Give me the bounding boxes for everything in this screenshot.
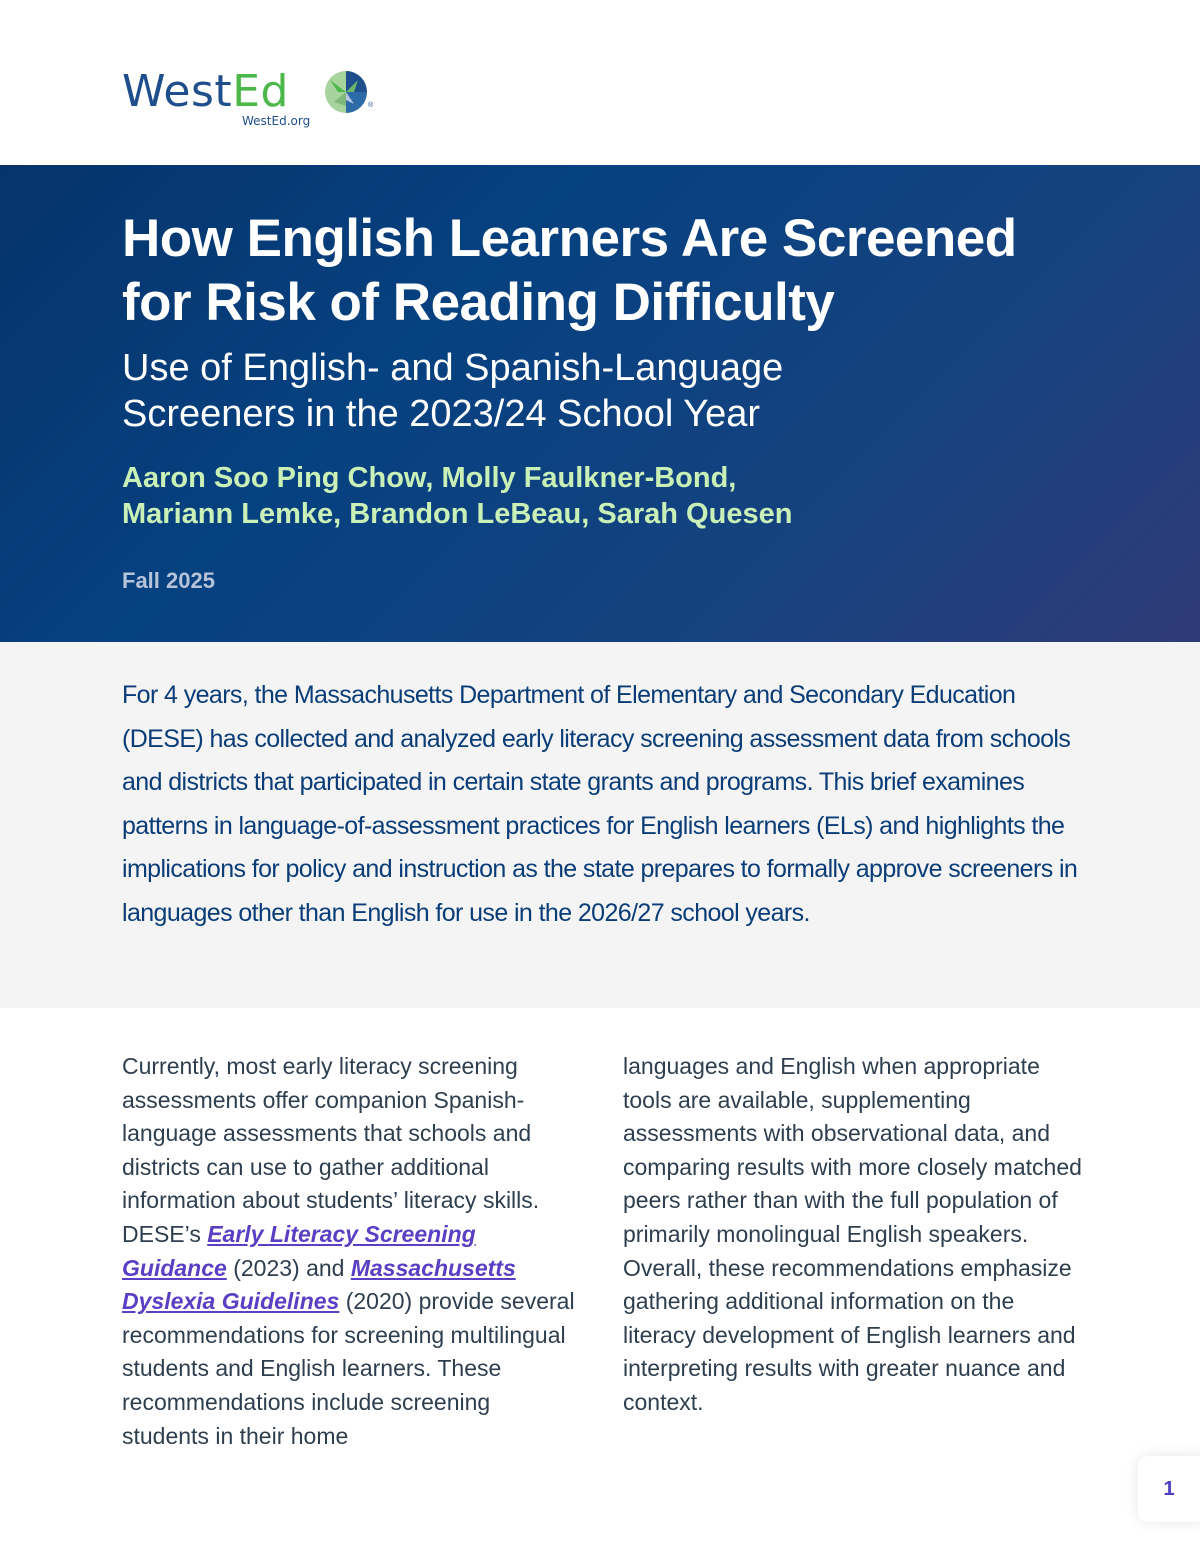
early-literacy-guidance-link[interactable]: Early Literacy Screening Guidance [122, 1220, 476, 1281]
summary-text: For 4 years, the Massachusetts Department of Elementary and Secondary Education (DESE) has collected and analyzed early literacy screening assessment data from schools and districts that participated in certain state grants and programs. This brief examines patterns in language-of-assessment practices for English learners (ELs) and highlights the implications for policy and instruction as the state prepares to formally approve screeners in languages other than English for use in the 2026/27 school years. [122, 681, 1078, 927]
page-title: How English Learners Are Screened for Risk of Reading Difficulty [122, 209, 1017, 332]
body-column-right: languages and English when appropriate tools are available, supplementing assessments with observational data, and comparing results with more closely matched peers rather than with the full population of primarily monolingual English speakers. Overall, these recommendations emphasize gathering additional information on the literacy development of English learners and interpreting results with greater nuance and context. [623, 1053, 1082, 1415]
page-number: 1 [1163, 1478, 1175, 1500]
globe-icon [324, 70, 368, 114]
title-banner [0, 165, 1200, 642]
body-column-left: Currently, most early literacy screening assessments offer companion Spanish-language assessments that schools and districts can use to gather additional information about students’ literacy skills. DESE’s Early Literacy Screening Guidance (2023) and Massachusetts Dyslexia Guidelines (2020) provide several recommendations for screening multilingual students and English learners. These recommendations include screening students in their home [122, 1053, 575, 1449]
authors: Aaron Soo Ping Chow, Molly Faulkner-Bond, Mariann Lemke, Brandon LeBeau, Sarah Quesen [122, 462, 793, 530]
publication-date: Fall 2025 [122, 568, 215, 593]
logo-url: WestEd.org [242, 114, 311, 128]
summary-box [0, 642, 1200, 1008]
westEd-logo[interactable]: WestEd ® WestEd.org [122, 66, 374, 128]
dyslexia-guidelines-link[interactable]: Massachusetts Dyslexia Guidelines [122, 1254, 516, 1315]
logo-wordmark: WestEd [122, 66, 289, 117]
page-subtitle: Use of English- and Spanish-Language Screeners in the 2023/24 School Year [122, 347, 784, 435]
page-number-badge [1138, 1456, 1200, 1522]
